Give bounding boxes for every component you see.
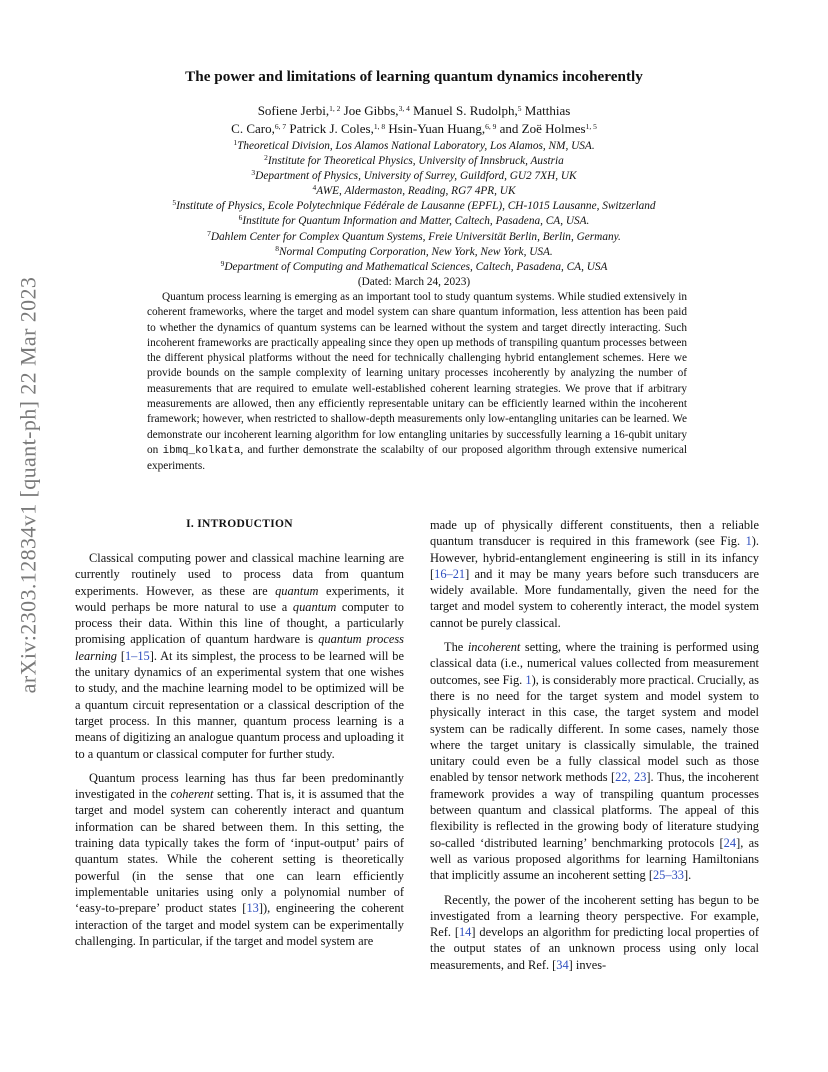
citation-link[interactable]: 16–21 [434, 566, 466, 581]
right-column [430, 517, 759, 981]
author-affiliation-sup: 3, 4 [398, 104, 410, 113]
author-affiliation-sup: 1, 5 [585, 122, 597, 131]
date-line: (Dated: March 24, 2023) [357, 275, 471, 288]
author-name: C. Caro, [231, 121, 275, 136]
citation-link[interactable]: 24 [723, 835, 737, 850]
citation-link[interactable]: 13 [246, 901, 259, 916]
affiliation-5: $^5$Institute of Physics, Ecole Polytechnique Fédérale de Lausanne (EPFL), CH-1015 Lausanne, Switzerland [172, 198, 656, 213]
figure-link[interactable]: 1 [745, 534, 752, 549]
affiliation-6: $^6$Institute for Quantum Information and Matter, Caltech, Pasadena, CA, USA. [238, 213, 590, 228]
citation-link[interactable]: 14 [458, 925, 472, 940]
affiliation-3: $^3$Department of Physics, University of Surrey, Guildford, GU2 7XH, UK [251, 168, 577, 183]
affiliation-9: $^9$Department of Computing and Mathematical Sciences, Caltech, Pasadena, CA, USA [220, 258, 608, 273]
author-name: and Zoë Holmes [496, 121, 586, 136]
author-name: Manuel S. Rudolph, [409, 103, 518, 118]
affiliation-2: $^2$Institute for Theoretical Physics, University of Innsbruck, Austria [264, 153, 564, 168]
author-affiliation-sup: 5 [517, 104, 522, 113]
citation-link[interactable]: 25–33 [652, 868, 684, 883]
section-heading-introduction: I. INTRODUCTION [186, 518, 293, 530]
intro-paragraph-2: Quantum process learning has thus far been predominantly investigated in the coherent setting. That is, it is assumed that the target and model system can coherently interact and quantum information can be shared between them. In this setting, the training data typically takes the form of ‘input-output’ pairs of quantum states. While the coherent setting is theoretically powerful (in the sense that one can learn efficiently implementable unitaries using only a polynomial number of ‘easy-to-prepare’ product states [13]), engineering the coherent interaction of the target and model system can be experimentally challenging. In particular, if the target and model system are [75, 770, 404, 948]
affiliation-7: $^7$Dahlem Center for Complex Quantum Systems, Freie Universität Berlin, Berlin, Germany. [207, 228, 621, 243]
figure-link[interactable]: 1 [525, 672, 532, 687]
intro-paragraph-5: Recently, the power of the incoherent setting has begun to be investigated from a learning theory perspective. For example, Ref. [14] develops an algorithm for predicting local properties of the output states of an unknown process using only local measurements, and Ref. [34] inves- [430, 892, 759, 972]
author-name: Joe Gibbs, [340, 103, 399, 118]
affiliation-4: $^4$AWE, Aldermaston, Reading, RG7 4PR, UK [312, 183, 516, 198]
arxiv-identifier-stamp [6, 250, 50, 720]
author-name: Sofiene Jerbi, [257, 103, 330, 118]
author-name: Matthias [521, 103, 571, 118]
author-affiliation-sup: 1, 2 [329, 104, 341, 113]
author-affiliation-sup: 6, 9 [485, 122, 497, 131]
abstract [147, 290, 687, 475]
affiliation-1: $^1$Theoretical Division, Los Alamos National Laboratory, Los Alamos, NM, USA. [233, 138, 595, 152]
author-affiliation-sup: 1, 8 [373, 122, 386, 131]
left-column [75, 517, 404, 957]
intro-paragraph-1: Classical computing power and classical machine learning are currently routinely used to process data from quantum experiments. However, as these are quantum experiments, it would perhaps be more natural to use a quantum computer to process their data. Within this line of thought, a particularly promising application of quantum hardware is quantum process learning [1–15]. At its simplest, the process to be learned will be the unitary dynamics of an experimental system that one wishes to study, and the machine learning model to be optimized will be a quantum circuit representation or a classical description of the target process. In this manner, quantum process learning is a means of digitizing an analogue quantum process and uploading it to a quantum or classical computer for further study. [75, 551, 405, 761]
paper-title: The power and limitations of learning quantum dynamics incoherently [185, 68, 643, 85]
citation-link[interactable]: 34 [556, 957, 569, 972]
author-name: Hsin-Yuan Huang, [385, 121, 486, 136]
affiliation-list [88, 139, 740, 290]
affiliation-8: $^8$Normal Computing Corporation, New York, New York, USA. [275, 243, 553, 258]
author-name: Patrick J. Coles, [286, 121, 374, 136]
abstract-text: Quantum process learning is emerging as an important tool to study quantum systems. While studied extensively in coherent frameworks, where the target and model system can share quantum information, less attention has been paid to whether the dynamics of quantum systems can be learned without the system and target directly interacting. Such incoherent frameworks are practically appealing since they open up methods of transpiling quantum processes between the different physical platforms without the need for technically challenging hybrid entanglement schemes. Here we provide bounds on the sample complexity of learning unitary processes incoherently by analyzing the number of measurements that are required to emulate well-established coherent learning strategies. We prove that if arbitrary measurements are allowed, then any efficiently representable unitary can be efficiently learned within the incoherent framework; however, when restricted to shallow-depth measurements only low-entangling unitaries can be learned. We demonstrate our incoherent learning algorithm for low entangling unitaries by successfully learning a 16-qubit unitary on [147, 291, 687, 456]
intro-paragraph-3: made up of physically different constituents, then a reliable quantum transducer is required in this framework (see Fig. 1). However, hybrid-entanglement engineering is still in its infancy [16–21] and it may be many years before such transducers are widely available. More fundamentally, given the need for the target and model system to coherently interact, the model system cannot be purely classical. [430, 518, 759, 630]
citation-link[interactable]: 22, 23 [615, 770, 647, 785]
abstract-text-end: , and further demonstrate the scalabilty of our proposed algorithm through extensive numerical experiments. [147, 443, 687, 473]
citation-link[interactable]: 1–15 [124, 648, 150, 663]
author-affiliation-sup: 6, 7 [274, 122, 287, 131]
device-name-code: ibmq_kolkata [162, 444, 241, 457]
intro-paragraph-4: The incoherent setting, where the training is performed using classical data (i.e., numerical values collected from measurement outcomes, see Fig. 1), is considerably more practical. Crucially, as there is no need for the target system and model system to physically interact in this case, the target system and model system can be radically different. In some cases, namely those where the target unitary is classically simulable, the trained unitary could even be a fully classical model such as those enabled by tensor network methods [22, 23]. Thus, the incoherent framework provides a way of transpiling quantum processes between quantum and classical platforms. The appeal of this flexibility is reflected in the growing body of literature studying so-called ‘distributed learning’ benchmarking protocols [24], as well as various proposed algorithms for learning Hamiltonians that implicitly assume an incoherent setting [25–33]. [430, 640, 760, 883]
arxiv-identifier-text: arXiv:2303.12834v1 [quant-ph] 22 Mar 2023 [15, 276, 40, 694]
author-list [88, 102, 740, 138]
